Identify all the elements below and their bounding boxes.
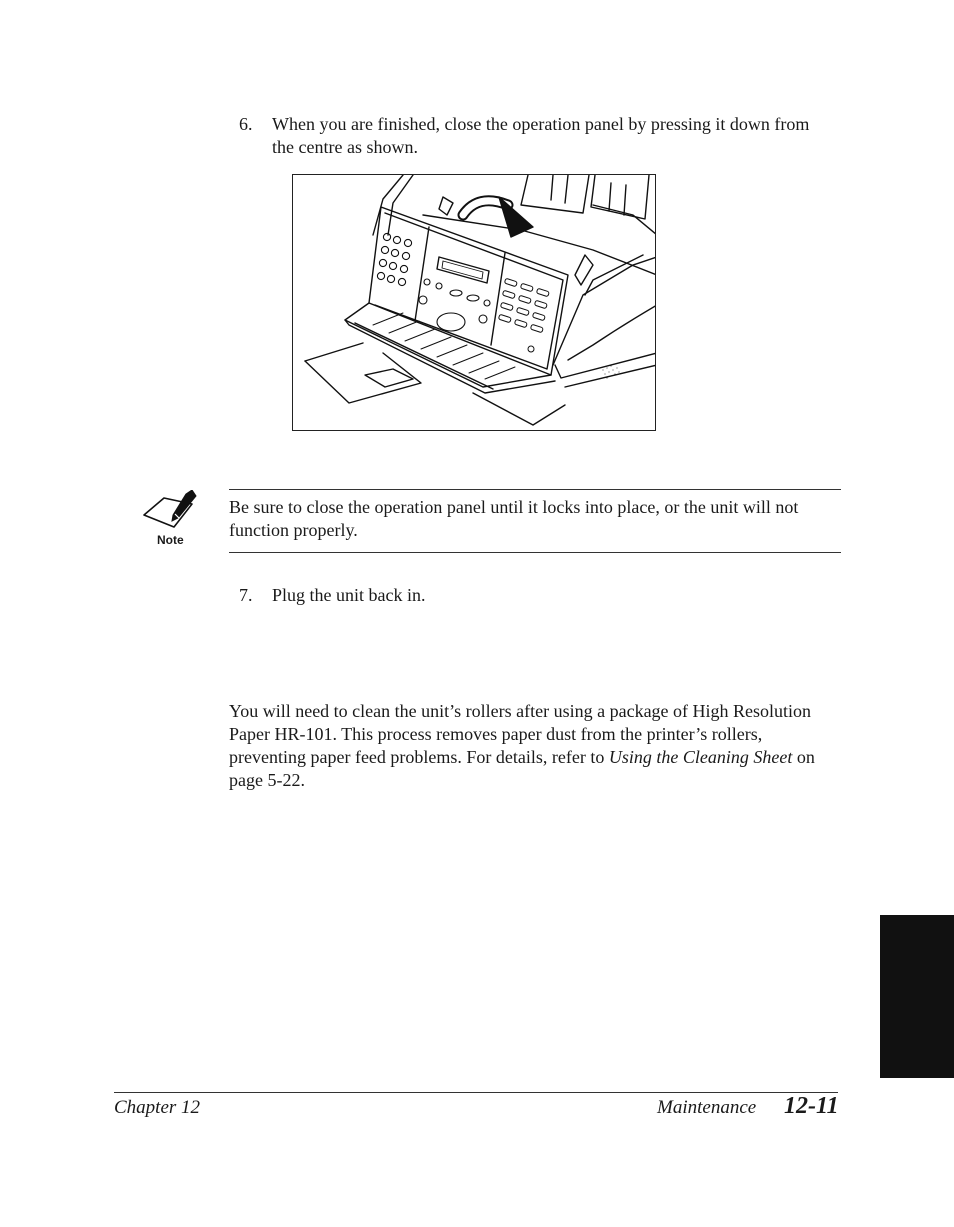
note-bottom-rule bbox=[229, 552, 841, 553]
pencil-note-icon bbox=[142, 490, 202, 532]
footer-chapter: Chapter 12 bbox=[114, 1097, 201, 1118]
fax-machine-drawing bbox=[293, 175, 656, 431]
step-6-text: When you are finished, close the operation panel by pressing it down from the centre as shown. bbox=[272, 114, 810, 157]
note-top-rule bbox=[229, 489, 841, 490]
paragraph-page-ref: on page 5-22. bbox=[229, 747, 815, 790]
note-marker bbox=[142, 490, 202, 548]
note-text: Be sure to close the operation panel until it locks into place, or the unit will not function properly. bbox=[229, 497, 799, 540]
fax-operation-panel-illustration bbox=[292, 174, 656, 431]
chapter-thumb-tab bbox=[880, 915, 954, 1078]
step-7 bbox=[239, 584, 819, 607]
page-number: 12-11 bbox=[784, 1093, 839, 1119]
note-label: Note bbox=[157, 533, 184, 547]
step-7-text: Plug the unit back in. bbox=[272, 585, 426, 605]
paragraph-text: You will need to clean the unit’s rollers after using a package of High Resolution Paper HR-101. This process removes paper dust from the printer’s rollers, preventing paper feed problems. For details, refer to bbox=[229, 701, 812, 767]
footer-section: Maintenance bbox=[657, 1097, 757, 1118]
step-7-number: 7. bbox=[239, 585, 253, 605]
step-6-number: 6. bbox=[239, 114, 253, 134]
footer-rule bbox=[114, 1092, 838, 1093]
step-6 bbox=[239, 113, 819, 159]
cleaning-paragraph bbox=[229, 700, 824, 792]
paragraph-reference: Using the Cleaning Sheet bbox=[608, 747, 793, 767]
